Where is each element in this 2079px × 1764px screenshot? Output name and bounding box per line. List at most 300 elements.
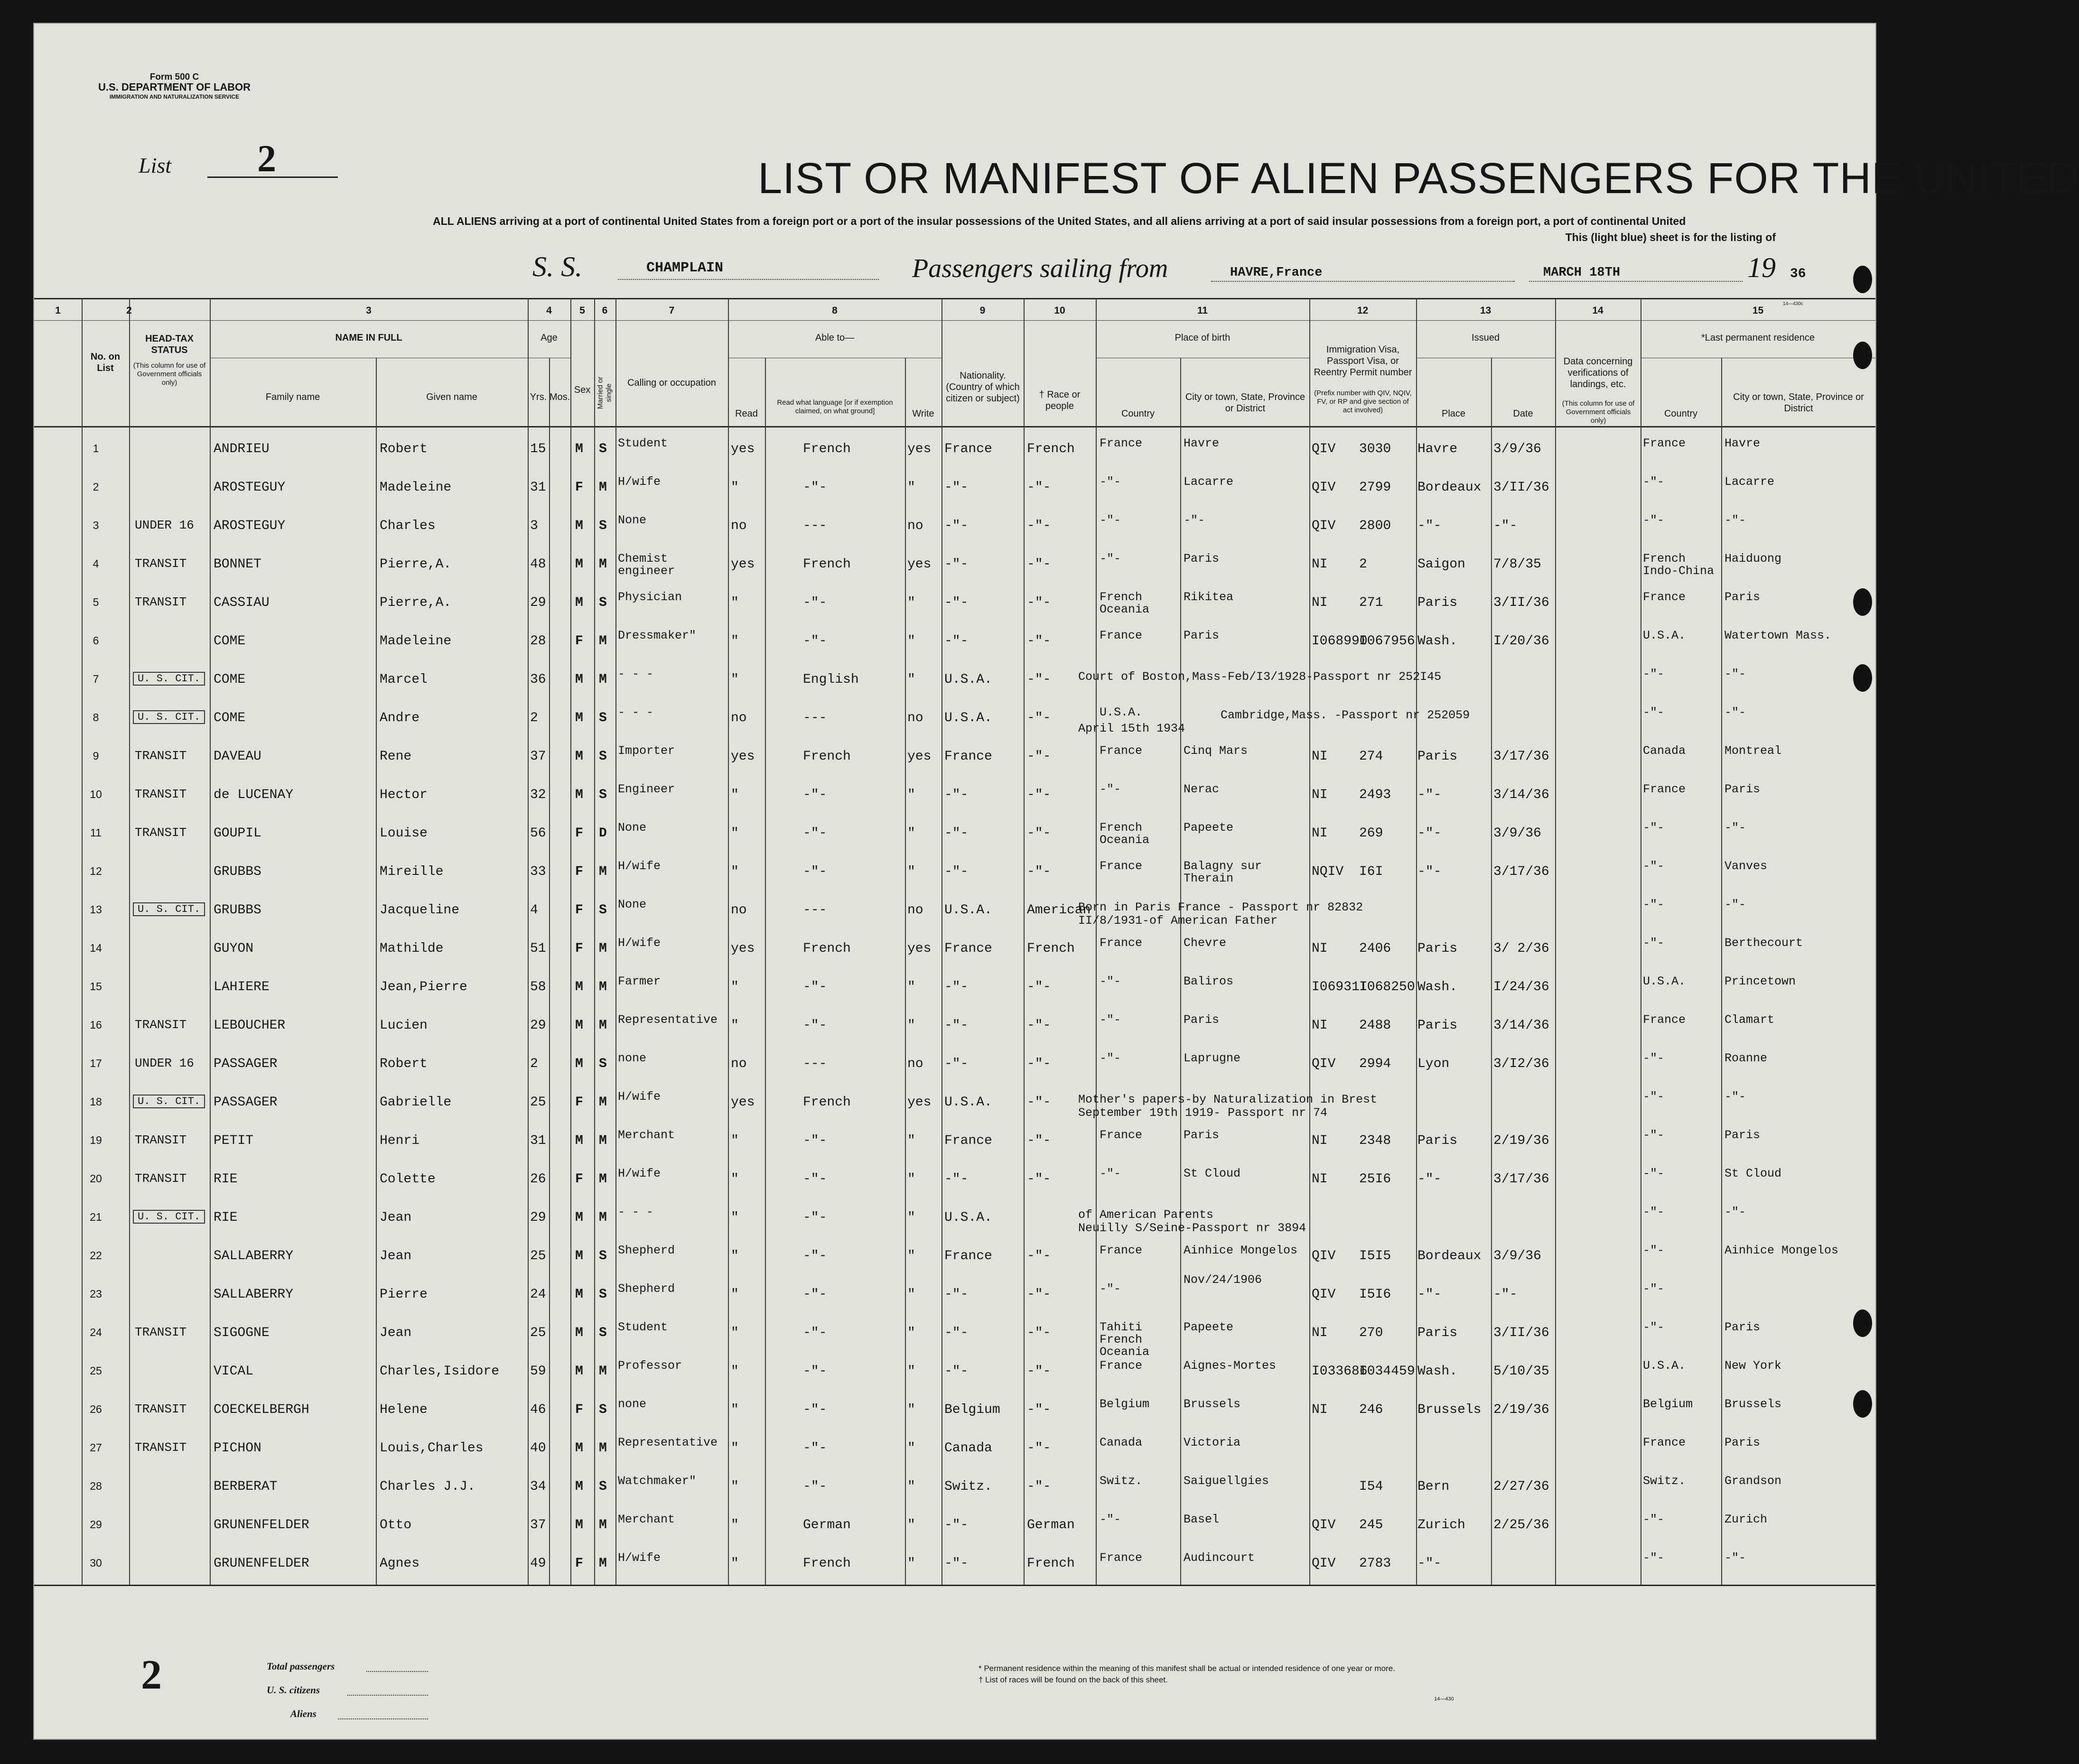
cell-yrs: 36 [530, 672, 546, 687]
cell-bcountry: -"- [1100, 475, 1121, 489]
header-yrs: Yrs. [530, 392, 547, 402]
cell-bcity: Havre [1184, 436, 1220, 450]
cell-race: -"- [1027, 1479, 1051, 1494]
cell-no: 22 [90, 1249, 102, 1262]
cell-ms: M [599, 1018, 607, 1033]
column-number: 7 [669, 305, 675, 316]
cell-nat: -"- [944, 980, 969, 994]
cell-bcity: Cinq Mars [1184, 744, 1248, 758]
cell-rcountry: U.S.A. [1643, 1359, 1686, 1373]
cell-read: " [731, 980, 739, 994]
cell-lang: -"- [803, 1287, 827, 1302]
cell-yrs: 25 [530, 1095, 546, 1110]
cell-yrs: 48 [530, 557, 546, 572]
cell-iplace: Paris [1417, 1133, 1458, 1148]
column-number: 15 [1752, 305, 1764, 316]
cell-rcountry: -"- [1643, 1051, 1665, 1065]
cell-given: Jean,Pierre [380, 980, 467, 994]
us-citizens-line [347, 1695, 428, 1696]
cell-idate: I/24/36 [1493, 980, 1549, 994]
cell-bcity: Aignes-Mortes [1184, 1359, 1277, 1373]
cell-bcity: -"- [1184, 513, 1205, 527]
cell-family: SIGOGNE [214, 1326, 270, 1340]
cell-rcity: Clamart [1725, 1013, 1775, 1027]
cell-ms: S [599, 1479, 607, 1494]
cell-lang: -"- [803, 788, 827, 802]
header-read: Read [735, 409, 758, 419]
head-tax-status: TRANSIT [135, 1133, 187, 1147]
cell-nat: U.S.A. [944, 903, 992, 918]
cell-rcountry: -"- [1643, 1320, 1665, 1334]
cell-write: " [907, 1402, 915, 1417]
cell-write: " [907, 1018, 915, 1033]
cell-rcountry: -"- [1643, 898, 1665, 911]
cell-sex: F [575, 1556, 583, 1571]
cell-family: SALLABERRY [214, 1287, 294, 1302]
cell-visa: I033686 [1312, 1364, 1368, 1379]
cell-rcountry: Belgium [1643, 1397, 1693, 1411]
cell-yrs: 25 [530, 1326, 546, 1340]
cell-ms: M [599, 672, 607, 687]
cell-write: " [907, 1556, 915, 1571]
cell-occ: Merchant [618, 1128, 675, 1142]
col-rule-2 [129, 298, 130, 1585]
cell-bcity: Papeete [1184, 1320, 1234, 1334]
footer-notes [979, 1663, 1395, 1686]
cell-vnum: 2348 [1359, 1133, 1391, 1148]
cell-bcountry: -"- [1100, 782, 1121, 796]
cell-nat: Canada [944, 1441, 992, 1456]
cell-no: 2 [93, 481, 99, 493]
cell-family: PETIT [214, 1133, 254, 1148]
cell-rcity: St Cloud [1725, 1167, 1782, 1180]
cell-family: PICHON [214, 1441, 261, 1456]
sailing-date: MARCH 18TH [1543, 266, 1621, 280]
cell-read: no [731, 903, 747, 918]
cell-yrs: 33 [530, 864, 546, 879]
cell-ms: M [599, 1364, 607, 1379]
cell-vnum: 2994 [1359, 1057, 1391, 1071]
cell-idate: 5/10/35 [1493, 1364, 1549, 1379]
cell-occ: Student [618, 436, 668, 450]
cell-ms: S [599, 788, 607, 802]
cell-occ: None [618, 821, 647, 835]
cell-ms: M [599, 480, 607, 495]
cell-yrs: 25 [530, 1249, 546, 1263]
cell-given: Robert [380, 442, 428, 456]
cell-occ: H/wife [618, 936, 661, 950]
cell-visa: QIV [1312, 1287, 1336, 1302]
cell-read: " [731, 595, 739, 610]
cell-nat: Belgium [944, 1402, 1000, 1417]
year-suffix: 36 [1790, 267, 1806, 281]
cell-given: Rene [380, 749, 412, 764]
cell-read: " [731, 1287, 739, 1302]
cell-nat: -"- [944, 595, 969, 610]
header-head-tax-note: (This column for use of Government officials only) [133, 362, 206, 387]
cell-nat: -"- [944, 557, 969, 572]
cell-rcountry: -"- [1643, 1513, 1665, 1526]
cell-lang: German [803, 1518, 851, 1532]
cell-occ: Dressmaker" [618, 629, 697, 642]
cell-given: Madeleine [380, 634, 452, 649]
cell-no: 10 [90, 788, 102, 800]
cell-rcity: Vanves [1725, 859, 1768, 873]
col-rule-4b [549, 358, 550, 1585]
cell-race: -"- [1027, 1018, 1051, 1033]
cell-rcountry: France [1643, 782, 1686, 796]
cell-iplace: -"- [1417, 788, 1442, 802]
cell-bcity: St Cloud [1184, 1167, 1241, 1180]
cell-family: PASSAGER [214, 1057, 278, 1071]
cell-bcountry: Belgium [1100, 1397, 1150, 1411]
cell-iplace: -"- [1417, 864, 1442, 879]
cell-given: Louise [380, 826, 428, 841]
cell-nat: -"- [944, 1556, 969, 1571]
cell-rcountry: Canada [1643, 744, 1686, 758]
cell-bcountry: France [1100, 1359, 1143, 1373]
cell-given: Mathilde [380, 941, 444, 956]
cell-rcountry: Switz. [1643, 1474, 1686, 1488]
cell-rcountry: France [1643, 590, 1686, 604]
cell-given: Jean [380, 1210, 412, 1225]
punch-hole [1853, 266, 1872, 293]
port-of-departure: HAVRE,France [1230, 266, 1323, 280]
cell-rcity: Paris [1725, 1320, 1761, 1334]
cell-given: Robert [380, 1057, 428, 1071]
header-name-in-full: NAME IN FULL [335, 333, 402, 343]
cell-bcity: Lacarre [1184, 475, 1234, 489]
column-number: 3 [366, 305, 372, 316]
intro-line-2: This (light blue) sheet is for the listing of [1565, 231, 1776, 243]
cell-ms: S [599, 711, 607, 725]
cell-race: -"- [1027, 557, 1051, 572]
cell-sex: M [575, 1249, 583, 1263]
cell-lang: -"- [803, 1210, 827, 1225]
aliens-label: Aliens [290, 1708, 317, 1719]
cell-sex: M [575, 711, 583, 725]
cell-occ: None [618, 898, 647, 911]
head-tax-status: U. S. CIT. [133, 1095, 205, 1108]
cell-vnum: I5I6 [1359, 1287, 1391, 1302]
cell-bcountry: -"- [1100, 975, 1121, 988]
cell-visa: NI [1312, 557, 1328, 572]
cell-read: " [731, 1479, 739, 1494]
cell-rcity: -"- [1725, 706, 1746, 719]
cell-iplace: Paris [1417, 749, 1458, 764]
cell-race: -"- [1027, 634, 1051, 649]
cell-rcity: Paris [1725, 590, 1761, 604]
cell-ms: S [599, 519, 607, 533]
cell-read: " [731, 1518, 739, 1532]
cell-read: " [731, 1364, 739, 1379]
table-top-rule [34, 298, 1875, 299]
cell-rcity: -"- [1725, 821, 1746, 835]
cell-rcity: Haiduong [1725, 552, 1782, 566]
cell-rcountry: -"- [1643, 859, 1665, 873]
cell-given: Charles,Isidore [380, 1364, 500, 1379]
cell-no: 3 [93, 519, 99, 531]
cell-bcountry: -"- [1100, 1013, 1121, 1027]
cell-rcountry: -"- [1643, 1090, 1665, 1104]
column-number: 12 [1357, 305, 1369, 316]
cell-visa: NI [1312, 826, 1328, 841]
cell-nat: U.S.A. [944, 1210, 992, 1225]
cell-write: " [907, 788, 915, 802]
table-bottom-rule [34, 1585, 1875, 1586]
cell-sex: M [575, 1326, 583, 1340]
cell-family: COME [214, 672, 246, 687]
cell-iplace: Wash. [1417, 634, 1458, 649]
column-number: 2 [126, 305, 132, 316]
cell-yrs: 56 [530, 826, 546, 841]
cell-race: -"- [1027, 1249, 1051, 1263]
col-rule-13b [1491, 358, 1492, 1585]
cell-occ: Watchmaker" [618, 1474, 697, 1488]
cell-rcountry: French Indo-China [1643, 552, 1715, 578]
ship-name: CHAMPLAIN [646, 260, 724, 276]
cell-nat: -"- [944, 1287, 969, 1302]
cell-sex: M [575, 1133, 583, 1148]
cell-given: Madeleine [380, 480, 452, 495]
cell-vnum: 2493 [1359, 788, 1391, 802]
cell-bcity: Balagny sur Therain [1184, 859, 1262, 885]
cell-vnum: I068250 [1359, 980, 1415, 994]
cell-bcity: Rikitea [1184, 590, 1234, 604]
cell-rcity: -"- [1725, 1090, 1746, 1104]
head-tax-status: TRANSIT [135, 1402, 187, 1416]
header-issued-place: Place [1441, 409, 1466, 419]
cell-ms: S [599, 1057, 607, 1071]
cell-race: -"- [1027, 864, 1051, 879]
cell-bcity: Audincourt [1184, 1551, 1255, 1565]
head-tax-status: U. S. CIT. [133, 710, 205, 724]
cell-write: " [907, 634, 915, 649]
cell-family: COME [214, 634, 246, 649]
cell-yrs: 37 [530, 1518, 546, 1532]
cell-nat: -"- [944, 1518, 969, 1532]
header-last-residence: *Last permanent residence [1701, 333, 1815, 343]
cell-family: AROSTEGUY [214, 519, 286, 533]
cell-nat: France [944, 941, 992, 956]
cell-yrs: 29 [530, 1018, 546, 1033]
cell-given: Louis,Charles [380, 1441, 484, 1456]
cell-given: Charles [380, 519, 436, 533]
cell-rcountry: -"- [1643, 513, 1665, 527]
cell-rcountry: U.S.A. [1643, 975, 1686, 988]
cell-write: " [907, 1364, 915, 1379]
aliens-line [338, 1718, 428, 1719]
column-number-rule [34, 320, 1875, 321]
cell-iplace: Paris [1417, 595, 1458, 610]
cell-iplace: -"- [1417, 1172, 1442, 1187]
cell-race: -"- [1027, 1095, 1051, 1110]
cell-lang: -"- [803, 1441, 827, 1456]
form-number: Form 500 C [149, 72, 199, 82]
cell-sex: M [575, 442, 583, 456]
cell-idate: 3/14/36 [1493, 1018, 1549, 1033]
cell-race: -"- [1027, 1133, 1051, 1148]
cell-visa: NI [1312, 749, 1328, 764]
cell-rcountry: -"- [1643, 821, 1665, 835]
cell-rcountry: -"- [1643, 936, 1665, 950]
header-mos: Mos. [549, 392, 570, 402]
us-citizens-label: U. S. citizens [267, 1684, 320, 1696]
column-number: 8 [832, 305, 838, 316]
cell-vnum: I5I5 [1359, 1249, 1391, 1263]
head-tax-status: TRANSIT [135, 1171, 187, 1186]
cell-rcountry: -"- [1643, 1244, 1665, 1257]
port-underline [1211, 281, 1515, 282]
cell-lang: --- [803, 711, 827, 725]
cell-sex: F [575, 903, 583, 918]
total-passengers-line [366, 1671, 428, 1672]
col-rule-8 [728, 298, 729, 1585]
cell-iplace: Zurich [1417, 1518, 1465, 1532]
cell-bcountry: France [1100, 859, 1143, 873]
col-rule-6 [594, 298, 595, 1585]
footnote-races: † List of races will be found on the back of this sheet. [979, 1675, 1168, 1684]
cell-vnum: 270 [1359, 1326, 1383, 1340]
cell-given: Lucien [380, 1018, 428, 1033]
year-prefix: 19 [1747, 252, 1776, 283]
cell-yrs: 24 [530, 1287, 546, 1302]
cell-lang: English [803, 672, 859, 687]
cell-occ: H/wife [618, 1090, 661, 1104]
col-rule-11 [1096, 298, 1097, 1585]
cell-rcity: Paris [1725, 1128, 1761, 1142]
header-bottom-rule [34, 426, 1875, 427]
cell-visa: NQIV [1312, 864, 1344, 879]
header-write: Write [912, 409, 934, 419]
cell-lang: -"- [803, 1018, 827, 1033]
cell-rcity: -"- [1725, 513, 1746, 527]
cell-write: " [907, 672, 915, 687]
cell-iplace: Havre [1417, 442, 1458, 456]
cell-read: " [731, 1172, 739, 1187]
cell-sex: M [575, 672, 583, 687]
cell-read: " [731, 1249, 739, 1263]
cell-visa: NI [1312, 595, 1328, 610]
cell-race: -"- [1027, 1057, 1051, 1071]
col-rule-13 [1416, 298, 1417, 1585]
cell-bcity: Brussels [1184, 1397, 1241, 1411]
cell-yrs: 59 [530, 1364, 546, 1379]
cell-write: " [907, 480, 915, 495]
cell-no: 13 [90, 903, 102, 916]
cell-bcountry: U.S.A. [1100, 706, 1143, 719]
cell-visa: QIV [1312, 519, 1336, 533]
col-rule-8c [905, 358, 906, 1585]
cell-iplace: -"- [1417, 519, 1442, 533]
cell-visa: QIV [1312, 480, 1336, 495]
cell-lang: --- [803, 903, 827, 918]
cell-sex: M [575, 1018, 583, 1033]
cell-family: GRUNENFELDER [214, 1556, 309, 1571]
cell-iplace: Saigon [1417, 557, 1465, 572]
cell-race: -"- [1027, 595, 1051, 610]
cell-lang: French [803, 557, 851, 572]
cell-no: 12 [90, 865, 102, 877]
cell-bcountry: -"- [1100, 513, 1121, 527]
header-landing: Data concerning verifications of landings, etc. [1563, 356, 1633, 390]
header-issued-date: Date [1513, 409, 1533, 419]
cell-read: " [731, 826, 739, 841]
cell-no: 27 [90, 1441, 102, 1454]
cell-family: BERBERAT [214, 1479, 278, 1494]
cell-yrs: 3 [530, 519, 538, 533]
cell-read: " [731, 1210, 739, 1225]
cell-lang: French [803, 1095, 851, 1110]
cell-nat: France [944, 442, 992, 456]
cell-idate: 2/19/36 [1493, 1402, 1549, 1417]
cell-family: LAHIERE [214, 980, 270, 994]
cell-occ: Chemist engineer [618, 552, 675, 578]
cell-write: yes [907, 1095, 932, 1110]
cell-write: no [907, 711, 923, 725]
cell-vnum: 2 [1359, 557, 1367, 572]
cell-occ: - - - [618, 667, 654, 681]
cell-idate: 3/14/36 [1493, 788, 1549, 802]
cell-bcountry: France [1100, 744, 1143, 758]
cell-visa: QIV [1312, 1518, 1336, 1532]
cell-family: de LUCENAY [214, 788, 294, 802]
cell-ms: S [599, 749, 607, 764]
cell-visa: NI [1312, 1018, 1328, 1033]
col-rule-3b [376, 358, 377, 1585]
cell-bcity: Papeete [1184, 821, 1234, 835]
cell-bcity: Saiguellgies [1184, 1474, 1269, 1488]
cell-visa: QIV [1312, 442, 1336, 456]
cell-rcity: Havre [1725, 436, 1761, 450]
cell-occ: Shepherd [618, 1282, 675, 1296]
cell-race: French [1027, 1556, 1075, 1571]
cell-idate: 3/17/36 [1493, 749, 1549, 764]
cell-vnum: 271 [1359, 595, 1383, 610]
form-service: IMMIGRATION AND NATURALIZATION SERVICE [109, 93, 240, 100]
list-number: 2 [257, 138, 276, 180]
cell-bcountry: French Oceania [1100, 821, 1150, 847]
cell-family: GRUBBS [214, 903, 261, 918]
cell-idate: 3/II/36 [1493, 1326, 1549, 1340]
head-tax-status: U. S. CIT. [133, 672, 205, 686]
cell-race: -"- [1027, 480, 1051, 495]
footer-list-number: 2 [141, 1652, 162, 1698]
cell-iplace: Lyon [1417, 1057, 1450, 1071]
cell-idate: 2/19/36 [1493, 1133, 1549, 1148]
column-number: 9 [979, 305, 986, 316]
cell-idate: I/20/36 [1493, 634, 1549, 649]
cell-vnum: 3030 [1359, 442, 1391, 456]
cell-yrs: 46 [530, 1402, 546, 1417]
cell-bcity: Nerac [1184, 782, 1220, 796]
cell-family: RIE [214, 1210, 238, 1225]
cell-ms: S [599, 442, 607, 456]
cell-idate: 2/27/36 [1493, 1479, 1549, 1494]
cell-no: 19 [90, 1134, 102, 1146]
cell-iplace: -"- [1417, 1556, 1442, 1571]
cell-yrs: 15 [530, 442, 546, 456]
cell-lang: French [803, 749, 851, 764]
cell-nat: -"- [944, 480, 969, 495]
cell-bcountry: France [1100, 1128, 1143, 1142]
cell-vnum: I067956 [1359, 634, 1415, 649]
cell-visa: QIV [1312, 1556, 1336, 1571]
cell-bcity: Paris [1184, 1013, 1220, 1027]
cell-vnum: I6I [1359, 864, 1383, 879]
cell-rcountry: France [1643, 1013, 1686, 1027]
cell-bcountry: -"- [1100, 552, 1121, 566]
